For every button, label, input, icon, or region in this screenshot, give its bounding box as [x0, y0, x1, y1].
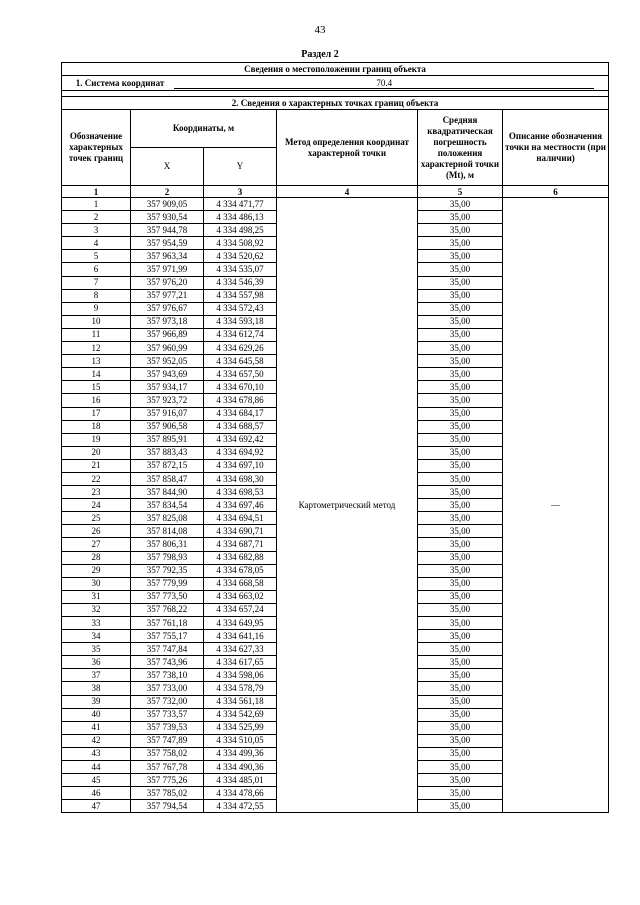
coordinate-y: 4 334 678,86 [204, 394, 277, 407]
header-accuracy: Средняя квадратическая погрешность положения характерной точки (Mt), м [418, 110, 503, 186]
coordinate-y: 4 334 542,69 [204, 708, 277, 721]
coordinate-y: 4 334 535,07 [204, 263, 277, 276]
coordinate-x: 357 792,35 [131, 564, 204, 577]
point-number: 40 [62, 708, 131, 721]
coordinate-x: 357 755,17 [131, 630, 204, 643]
point-number: 10 [62, 315, 131, 328]
accuracy-value: 35,00 [418, 237, 503, 250]
accuracy-value: 35,00 [418, 564, 503, 577]
header-coordinates: Координаты, м [131, 110, 277, 148]
coordinate-y: 4 334 645,58 [204, 355, 277, 368]
point-number: 44 [62, 761, 131, 774]
point-number: 37 [62, 669, 131, 682]
accuracy-value: 35,00 [418, 433, 503, 446]
point-number: 17 [62, 407, 131, 420]
accuracy-value: 35,00 [418, 368, 503, 381]
coordinate-y: 4 334 593,18 [204, 315, 277, 328]
accuracy-value: 35,00 [418, 499, 503, 512]
point-number: 21 [62, 459, 131, 472]
accuracy-value: 35,00 [418, 669, 503, 682]
accuracy-value: 35,00 [418, 289, 503, 302]
coordinate-y: 4 334 663,02 [204, 590, 277, 603]
accuracy-value: 35,00 [418, 302, 503, 315]
accuracy-value: 35,00 [418, 656, 503, 669]
coordinate-y: 4 334 478,66 [204, 787, 277, 800]
section-title: Раздел 2 [301, 49, 339, 60]
coordinate-y: 4 334 627,33 [204, 643, 277, 656]
coordinate-y: 4 334 472,55 [204, 800, 277, 813]
coordinate-x: 357 779,99 [131, 577, 204, 590]
accuracy-value: 35,00 [418, 472, 503, 485]
accuracy-value: 35,00 [418, 211, 503, 224]
column-number: 5 [418, 186, 503, 198]
point-number: 24 [62, 499, 131, 512]
accuracy-value: 35,00 [418, 617, 503, 630]
coordinate-x: 357 943,69 [131, 368, 204, 381]
point-number: 23 [62, 486, 131, 499]
coordinate-y: 4 334 546,39 [204, 276, 277, 289]
point-number: 20 [62, 446, 131, 459]
coordinate-y: 4 334 520,62 [204, 250, 277, 263]
coordinate-x: 357 758,02 [131, 747, 204, 760]
coordinate-y: 4 334 525,99 [204, 721, 277, 734]
coordinate-y: 4 334 508,92 [204, 237, 277, 250]
point-number: 42 [62, 734, 131, 747]
accuracy-value: 35,00 [418, 590, 503, 603]
point-number: 2 [62, 211, 131, 224]
coordinate-y: 4 334 682,88 [204, 551, 277, 564]
coordinate-y: 4 334 641,16 [204, 630, 277, 643]
accuracy-value: 35,00 [418, 643, 503, 656]
header-designation: Обозначение характерных точек границ [62, 110, 131, 186]
column-number: 3 [204, 186, 277, 198]
coordinate-y: 4 334 668,58 [204, 577, 277, 590]
point-number: 41 [62, 721, 131, 734]
coordinate-y: 4 334 697,10 [204, 459, 277, 472]
coordinate-y: 4 334 629,26 [204, 342, 277, 355]
table-title: Сведения о местоположении границ объекта [62, 63, 609, 76]
coordinate-y: 4 334 557,98 [204, 289, 277, 302]
accuracy-value: 35,00 [418, 224, 503, 237]
coordinate-y: 4 334 510,05 [204, 734, 277, 747]
accuracy-value: 35,00 [418, 394, 503, 407]
coordinate-y: 4 334 657,24 [204, 603, 277, 616]
accuracy-value: 35,00 [418, 761, 503, 774]
accuracy-value: 35,00 [418, 446, 503, 459]
accuracy-value: 35,00 [418, 603, 503, 616]
accuracy-value: 35,00 [418, 512, 503, 525]
point-number: 27 [62, 538, 131, 551]
coordinate-x: 357 785,02 [131, 787, 204, 800]
accuracy-value: 35,00 [418, 551, 503, 564]
coordinate-x: 357 747,84 [131, 643, 204, 656]
coordinate-system-label: 1. Система координат [75, 77, 165, 88]
page-number: 43 [314, 24, 326, 36]
point-number: 45 [62, 774, 131, 787]
point-number: 26 [62, 525, 131, 538]
accuracy-value: 35,00 [418, 459, 503, 472]
coordinate-y: 4 334 572,43 [204, 302, 277, 315]
coordinate-x: 357 944,78 [131, 224, 204, 237]
coordinate-x: 357 977,21 [131, 289, 204, 302]
accuracy-value: 35,00 [418, 695, 503, 708]
point-number: 14 [62, 368, 131, 381]
point-number: 31 [62, 590, 131, 603]
accuracy-value: 35,00 [418, 525, 503, 538]
coordinate-y: 4 334 561,18 [204, 695, 277, 708]
point-number: 9 [62, 302, 131, 315]
accuracy-value: 35,00 [418, 630, 503, 643]
header-x: X [131, 148, 204, 186]
accuracy-value: 35,00 [418, 342, 503, 355]
table-row [62, 198, 609, 211]
coordinate-x: 357 960,99 [131, 342, 204, 355]
point-number: 32 [62, 603, 131, 616]
point-number: 29 [62, 564, 131, 577]
header-method: Метод определения координат характерной точки [277, 110, 418, 186]
point-number: 11 [62, 328, 131, 341]
point-number: 35 [62, 643, 131, 656]
coordinate-x: 357 976,20 [131, 276, 204, 289]
coordinate-x: 357 858,47 [131, 472, 204, 485]
coordinate-x: 357 954,59 [131, 237, 204, 250]
coordinate-y: 4 334 694,92 [204, 446, 277, 459]
coordinate-y: 4 334 612,74 [204, 328, 277, 341]
accuracy-value: 35,00 [418, 747, 503, 760]
coordinate-y: 4 334 694,51 [204, 512, 277, 525]
accuracy-value: 35,00 [418, 787, 503, 800]
coordinate-x: 357 767,78 [131, 761, 204, 774]
coordinate-system-row [62, 76, 609, 91]
header-description: Описание обозначения точки на местности (при наличии) [503, 110, 609, 186]
coordinate-x: 357 794,54 [131, 800, 204, 813]
accuracy-value: 35,00 [418, 538, 503, 551]
accuracy-value: 35,00 [418, 734, 503, 747]
coordinate-x: 357 814,08 [131, 525, 204, 538]
point-number: 15 [62, 381, 131, 394]
point-number: 5 [62, 250, 131, 263]
coordinate-x: 357 768,22 [131, 603, 204, 616]
coordinate-x: 357 761,18 [131, 617, 204, 630]
coordinate-x: 357 895,91 [131, 433, 204, 446]
point-number: 47 [62, 800, 131, 813]
coordinate-x: 357 747,89 [131, 734, 204, 747]
column-number: 4 [277, 186, 418, 198]
point-number: 39 [62, 695, 131, 708]
coordinate-y: 4 334 485,01 [204, 774, 277, 787]
accuracy-value: 35,00 [418, 721, 503, 734]
point-number: 43 [62, 747, 131, 760]
coordinate-y: 4 334 688,57 [204, 420, 277, 433]
coordinate-x: 357 798,93 [131, 551, 204, 564]
accuracy-value: 35,00 [418, 800, 503, 813]
points-title: 2. Сведения о характерных точках границ объекта [62, 97, 609, 110]
coordinate-y: 4 334 490,36 [204, 761, 277, 774]
column-number: 1 [62, 186, 131, 198]
accuracy-value: 35,00 [418, 276, 503, 289]
coordinate-y: 4 334 678,05 [204, 564, 277, 577]
coordinate-y: 4 334 670,10 [204, 381, 277, 394]
column-number: 6 [503, 186, 609, 198]
accuracy-value: 35,00 [418, 774, 503, 787]
coordinate-x: 357 973,18 [131, 315, 204, 328]
accuracy-value: 35,00 [418, 420, 503, 433]
coordinate-y: 4 334 486,13 [204, 211, 277, 224]
coordinate-x: 357 806,31 [131, 538, 204, 551]
coordinate-x: 357 923,72 [131, 394, 204, 407]
point-number: 22 [62, 472, 131, 485]
coordinate-x: 357 934,17 [131, 381, 204, 394]
coordinate-y: 4 334 698,30 [204, 472, 277, 485]
coordinate-x: 357 739,53 [131, 721, 204, 734]
point-number: 28 [62, 551, 131, 564]
coordinate-x: 357 909,05 [131, 198, 204, 211]
accuracy-value: 35,00 [418, 708, 503, 721]
coordinate-y: 4 334 692,42 [204, 433, 277, 446]
coordinate-y: 4 334 687,71 [204, 538, 277, 551]
point-number: 1 [62, 198, 131, 211]
accuracy-value: 35,00 [418, 315, 503, 328]
coordinate-x: 357 872,15 [131, 459, 204, 472]
coordinate-y: 4 334 690,71 [204, 525, 277, 538]
coordinate-x: 357 906,58 [131, 420, 204, 433]
coordinate-x: 357 733,57 [131, 708, 204, 721]
coordinate-x: 357 834,54 [131, 499, 204, 512]
coordinate-x: 357 971,99 [131, 263, 204, 276]
point-number: 3 [62, 224, 131, 237]
coordinate-x: 357 738,10 [131, 669, 204, 682]
coordinate-x: 357 844,90 [131, 486, 204, 499]
accuracy-value: 35,00 [418, 198, 503, 211]
coordinate-system-value: 70.4 [174, 78, 594, 89]
boundary-points-table [61, 62, 609, 813]
point-number: 18 [62, 420, 131, 433]
coordinate-y: 4 334 657,50 [204, 368, 277, 381]
point-number: 16 [62, 394, 131, 407]
coordinate-y: 4 334 598,06 [204, 669, 277, 682]
point-number: 36 [62, 656, 131, 669]
coordinate-x: 357 963,34 [131, 250, 204, 263]
point-number: 13 [62, 355, 131, 368]
coordinate-x: 357 976,67 [131, 302, 204, 315]
coordinate-y: 4 334 649,95 [204, 617, 277, 630]
coordinate-x: 357 883,43 [131, 446, 204, 459]
point-number: 12 [62, 342, 131, 355]
point-number: 33 [62, 617, 131, 630]
coordinate-y: 4 334 697,46 [204, 499, 277, 512]
coordinate-x: 357 825,08 [131, 512, 204, 525]
accuracy-value: 35,00 [418, 250, 503, 263]
point-number: 46 [62, 787, 131, 800]
point-number: 19 [62, 433, 131, 446]
point-number: 34 [62, 630, 131, 643]
coordinate-y: 4 334 617,65 [204, 656, 277, 669]
coordinate-x: 357 733,00 [131, 682, 204, 695]
coordinate-y: 4 334 578,79 [204, 682, 277, 695]
accuracy-value: 35,00 [418, 486, 503, 499]
coordinate-y: 4 334 471,77 [204, 198, 277, 211]
coordinate-x: 357 916,07 [131, 407, 204, 420]
coordinate-y: 4 334 498,25 [204, 224, 277, 237]
point-number: 6 [62, 263, 131, 276]
accuracy-value: 35,00 [418, 355, 503, 368]
coordinate-y: 4 334 698,53 [204, 486, 277, 499]
header-y: Y [204, 148, 277, 186]
description-cell: — [503, 198, 609, 813]
coordinate-x: 357 775,26 [131, 774, 204, 787]
coordinate-x: 357 930,54 [131, 211, 204, 224]
accuracy-value: 35,00 [418, 682, 503, 695]
accuracy-value: 35,00 [418, 407, 503, 420]
coordinate-y: 4 334 684,17 [204, 407, 277, 420]
point-number: 7 [62, 276, 131, 289]
coordinate-x: 357 952,05 [131, 355, 204, 368]
coordinate-x: 357 732,00 [131, 695, 204, 708]
point-number: 30 [62, 577, 131, 590]
point-number: 38 [62, 682, 131, 695]
point-number: 25 [62, 512, 131, 525]
point-number: 8 [62, 289, 131, 302]
accuracy-value: 35,00 [418, 263, 503, 276]
coordinate-x: 357 773,50 [131, 590, 204, 603]
coordinate-x: 357 743,96 [131, 656, 204, 669]
point-number: 4 [62, 237, 131, 250]
accuracy-value: 35,00 [418, 577, 503, 590]
coordinate-y: 4 334 499,36 [204, 747, 277, 760]
method-cell: Картометрический метод [277, 198, 418, 813]
accuracy-value: 35,00 [418, 381, 503, 394]
coordinate-x: 357 966,89 [131, 328, 204, 341]
accuracy-value: 35,00 [418, 328, 503, 341]
column-number: 2 [131, 186, 204, 198]
